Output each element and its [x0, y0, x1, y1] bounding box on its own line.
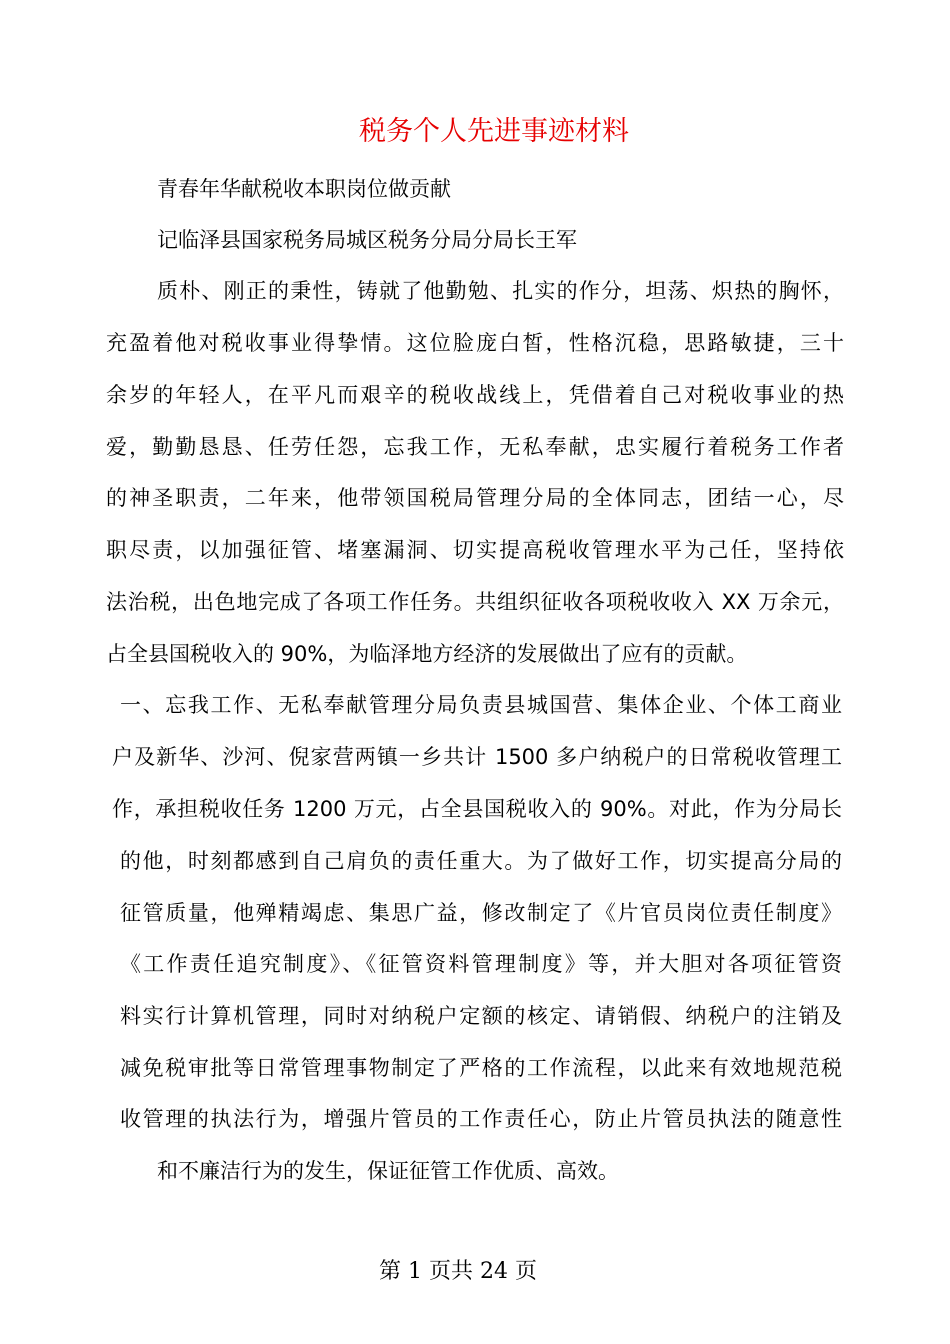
section-1-line: 和不廉洁行为的发生，保证征管工作优质、高效。 [157, 1159, 619, 1183]
paragraph-1-line: 职尽责，以加强征管、堵塞漏洞、切实提高税收管理水平为己任，坚持依 [106, 538, 844, 562]
section-1-line: 作，承担税收任务 1200 万元，占全县国税收入的 90%。对此，作为分局长 [112, 797, 842, 821]
subtitle-1: 青春年华献税收本职岗位做贡献 [157, 177, 451, 201]
section-1-line: 收管理的执法行为，增强片管员的工作责任心，防止片管员执法的随意性 [120, 1107, 842, 1131]
paragraph-1-line: 充盈着他对税收事业得挚情。这位脸庞白皙，性格沉稳，思路敏捷，三十 [106, 331, 844, 355]
page-number-footer: 第 1 页共 24 页 [379, 1259, 537, 1284]
section-1-line: 减免税审批等日常管理事物制定了严格的工作流程，以此来有效地规范税 [120, 1056, 842, 1080]
paragraph-1-line: 爱，勤勤恳恳、任劳任怨，忘我工作，无私奉献，忠实履行着税务工作者 [106, 435, 844, 459]
paragraph-1-line: 法治税，出色地完成了各项工作任务。共组织征收各项税收收入 XX 万余元， [106, 590, 844, 614]
paragraph-1-line: 质朴、刚正的秉性，铸就了他勤勉、扎实的作分，坦荡、炽热的胸怀， [157, 279, 844, 303]
section-1-line: 征管质量，他殚精竭虑、集思广益，修改制定了《片官员岗位责任制度》 [120, 901, 842, 925]
section-1-line: 一、忘我工作、无私奉献管理分局负责县城国营、集体企业、个体工商业 [120, 693, 842, 717]
paragraph-1-line: 的神圣职责，二年来，他带领国税局管理分局的全体同志，团结一心，尽 [106, 486, 844, 510]
section-1-line: 《工作责任追究制度》、《征管资料管理制度》等，并大胆对各项征管资 [120, 952, 842, 976]
subtitle-2: 记临泽县国家税务局城区税务分局分局长王军 [157, 228, 577, 252]
document-title: 税务个人先进事迹材料 [359, 116, 629, 147]
section-1-line: 料实行计算机管理，同时对纳税户定额的核定、请销假、纳税户的注销及 [120, 1004, 842, 1028]
section-1-line: 户及新华、沙河、倪家营两镇一乡共计 1500 多户纳税户的日常税收管理工 [112, 745, 842, 769]
paragraph-1-line: 占全县国税收入的 90%，为临泽地方经济的发展做出了应有的贡献。 [106, 642, 748, 666]
section-1-line: 的他，时刻都感到自己肩负的责任重大。为了做好工作，切实提高分局的 [120, 849, 842, 873]
paragraph-1-line: 余岁的年轻人，在平凡而艰辛的税收战线上，凭借着自己对税收事业的热 [106, 383, 844, 407]
